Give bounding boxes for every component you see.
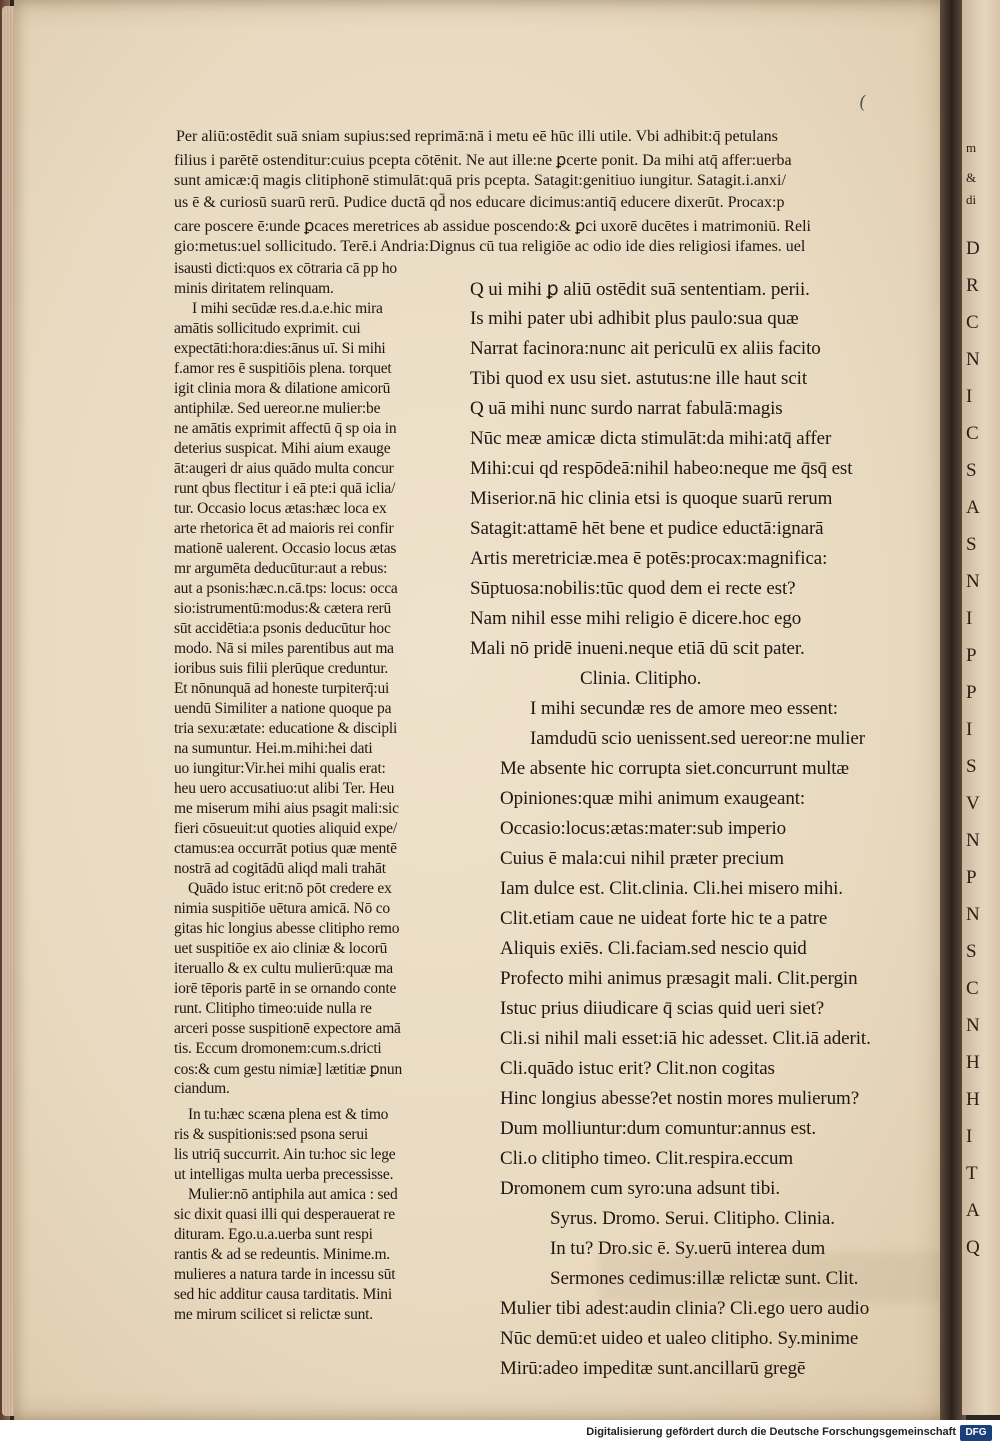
commentary-line: antiphilæ. Sed uereor.ne mulier:be (174, 400, 381, 417)
adjacent-page-fragment: N (966, 571, 980, 592)
commentary-line: minis diritatem relinquam. (174, 280, 334, 297)
verse-line: Is mihi pater ubi adhibit plus paulo:sua quæ (470, 308, 799, 329)
commentary-line: me miserum mihi aius psagit mali:sic (174, 800, 399, 817)
commentary-line: heu uero accusatiuo:ut alibi Ter. Heu (174, 780, 395, 797)
commentary-line: runt qbus flectitur i eā pte:i quā iclia/ (174, 480, 396, 497)
top-line: filius i parētē ostenditur:cuius pcepta cōtēnit. Ne aut ille:ne ꝑcerte ponit. Da mihi atq̄ affer:uerba (174, 152, 792, 169)
commentary-line: Mulier:nō antiphila aut amica : sed (188, 1186, 398, 1203)
verse-line: Sermones cedimus:illæ relictæ sunt. Clit. (550, 1268, 859, 1289)
funding-credit: Digitalisierung gefördert durch die Deutsche Forschungsgemeinschaft (586, 1426, 956, 1438)
commentary-line: In tu:hæc scæna plena est & timo (188, 1106, 389, 1123)
verse-line: Mihi:cui qd respōdeā:nihil habeo:neque me q̄sq̄ est (470, 458, 853, 479)
commentary-line: ne amātis exprimit affectū q̄ sp oia in (174, 420, 397, 437)
verse-line: Q ui mihi ꝑ aliū ostēdit suā sententiam. perii. (470, 279, 810, 300)
commentary-line: Quādo istuc erit:nō pōt credere ex (188, 880, 392, 897)
commentary-line: gitas hic longius abesse clitipho remo (174, 920, 400, 937)
verse-line: Opiniones:quæ mihi animum exaugeant: (500, 788, 806, 809)
commentary-line: I mihi secūdæ res.d.a.e.hic mira (192, 300, 383, 317)
adjacent-page-fragment: N (966, 1015, 980, 1036)
commentary-line: fieri cōsueuit:ut quoties aliquid expe/ (174, 820, 397, 837)
adjacent-page-fragment: S (966, 534, 977, 555)
commentary-line: lis utriq̄ succurrit. Ain tu:hoc sic lege (174, 1146, 396, 1163)
commentary-line: na sumuntur. Hei.m.mihi:hei dati (174, 740, 373, 757)
verse-line: Artis meretriciæ.mea ē potēs:procax:magnifica: (470, 548, 828, 569)
commentary-line: aut a psonis:hæc.n.cā.tps: locus: occa (174, 580, 398, 597)
commentary-line: mulieres a natura tarde in incessu sūt (174, 1266, 396, 1283)
top-line: us ē & curiosū suarū rerū. Pudice ductā qd̄ nos educare dicimus:antiq̄ educere dixerūt. Procax:p (174, 194, 785, 211)
commentary-line: amātis sollicitudo exprimit. cui (174, 320, 361, 337)
book-page (14, 0, 962, 1420)
top-line: gio:metus:uel sollicitudo. Terē.i Andria:Dignus cū tua religiōe ac odio ide dies religiosi ifames. uel (174, 238, 806, 255)
verse-line: Tibi quod ex usu siet. astutus:ne ille haut scit (470, 368, 808, 389)
adjacent-page-fragment: H (966, 1052, 980, 1073)
commentary-line: sio:istrumentū:modus:& cætera rerū (174, 600, 392, 617)
verse-line: Nam nihil esse mihi religio ē dicere.hoc ego (470, 608, 802, 629)
commentary-line: isausti dicti:quos ex cōtraria cā pp ho (174, 260, 397, 277)
commentary-line: dituram. Ego.u.a.uerba sunt respi (174, 1226, 373, 1243)
commentary-line: f.amor res ē suspitiōis plena. torquet (174, 360, 392, 377)
adjacent-page-fragment: T (966, 1163, 978, 1184)
commentary-line: uendū Similiter a natione quoque pa (174, 700, 392, 717)
verse-line: Dromonem cum syro:una adsunt tibi. (500, 1178, 780, 1199)
verse-line: Aliquis exiēs. Cli.faciam.sed nescio quid (500, 938, 807, 959)
adjacent-page-fragment: & (966, 170, 977, 185)
adjacent-page-fragment: P (966, 645, 977, 666)
verse-line: Profecto mihi animus præsagit mali. Clit.pergin (500, 968, 858, 989)
commentary-line: me mirum scilicet si relictæ sunt. (174, 1306, 373, 1323)
adjacent-page-fragment: I (966, 608, 973, 629)
commentary-line: āt:augeri dr aius quādo multa concur (174, 460, 394, 477)
commentary-line: tis. Eccum dromonem:cum.s.dricti (174, 1040, 382, 1057)
adjacent-page-fragment: C (966, 312, 979, 333)
verse-line: Iamdudū scio uenissent.sed uereor:ne mulier (530, 728, 865, 749)
adjacent-page-fragment: I (966, 719, 973, 740)
commentary-line: ctamus:ea occurrāt potius quæ mentē (174, 840, 397, 857)
commentary-line: tur. Occasio locus ætas:hæc loca ex (174, 500, 387, 517)
verse-line: Sūptuosa:nobilis:tūc quod dem ei recte est? (470, 578, 796, 599)
verse-line: Hinc longius abesse?et nostin mores mulierum? (500, 1088, 860, 1109)
verse-line: Cuius ē mala:cui nihil præter precium (500, 848, 784, 869)
scene-heading: Syrus. Dromo. Serui. Clitipho. Clinia. (550, 1208, 835, 1229)
commentary-line: mr argumēta deducūtur:aut a rebus: (174, 560, 388, 577)
commentary-line: modo. Nā si miles parentibus aut ma (174, 640, 394, 657)
commentary-line: mationē ualerent. Occasio locus ætas (174, 540, 397, 557)
verse-line: Occasio:locus:ætas:mater:sub imperio (500, 818, 787, 839)
commentary-line: igit clinia mora & dilatione amicorū (174, 380, 391, 397)
commentary-line: cos:& cum gestu nimiæ] lætitiæ ꝑnun (174, 1061, 403, 1078)
adjacent-page-edge (962, 0, 1000, 1415)
adjacent-page-fragment: N (966, 830, 980, 851)
verse-line: Mali nō pridē inueni.neque etiā dū scit pater. (470, 638, 805, 659)
commentary-line: arceri posse suspitionē expectore amā (174, 1020, 401, 1037)
commentary-line: nimia suspitiōe uētura amicā. Nō co (174, 900, 390, 917)
commentary-line: runt. Clitipho timeo:uide nulla re (174, 1000, 372, 1017)
verse-line: Narrat facinora:nunc ait periculū ex aliis facito (470, 338, 821, 359)
dfg-logo: DFG (960, 1425, 992, 1441)
adjacent-page-fragment: N (966, 349, 980, 370)
adjacent-page-fragment: Q (966, 1237, 980, 1258)
verse-line: Nūc demū:et uideo et ualeo clitipho. Sy.minime (500, 1328, 859, 1349)
verse-line: Cli.quādo istuc erit? Clit.non cogitas (500, 1058, 775, 1079)
commentary-line: iorē tēporis partē in se ornando conte (174, 980, 397, 997)
adjacent-page-fragment: I (966, 386, 973, 407)
adjacent-page-fragment: D (966, 238, 980, 259)
top-line: Per aliū:ostēdit suā sniam supius:sed reprimā:nā i metu eē hūc illi utile. Vbi adhibit:q̄ petulans (176, 128, 778, 145)
verse-line: Istuc prius diiudicare q̄ scias quid ueri siet? (500, 998, 825, 1019)
digitization-footer (0, 1420, 1000, 1447)
commentary-line: sūt accidētia:a psonis deducūtur hoc (174, 620, 391, 637)
commentary-line: sic dixit quasi illi qui desperauerat re (174, 1206, 395, 1223)
adjacent-page-fragment: S (966, 460, 977, 481)
verse-line: Q uā mihi nunc surdo narrat fabulā:magis (470, 398, 783, 419)
adjacent-page-fragment: H (966, 1089, 980, 1110)
commentary-line: arte rhetorica ēt ad maioris rei confir (174, 520, 394, 537)
verse-line: Cli.si nihil mali esset:iā hic adesset. Clit.iā aderit. (500, 1028, 871, 1049)
adjacent-page-fragment: V (966, 793, 980, 814)
adjacent-page-fragment: A (966, 497, 980, 518)
commentary-line: deterius suspicat. Mihi aium exauge (174, 440, 391, 457)
commentary-line: ris & suspitionis:sed psona serui (174, 1126, 369, 1143)
commentary-line: nostrā ad cogitādū aliqd mali trahāt (174, 860, 386, 877)
adjacent-page-fragment: S (966, 756, 977, 777)
commentary-line: uo iungitur:Vir.hei mihi qualis erat: (174, 760, 386, 777)
verse-line: In tu? Dro.sic ē. Sy.uerū interea dum (550, 1238, 826, 1259)
verse-line: Dum molliuntur:dum comuntur:annus est. (500, 1118, 817, 1139)
verse-line: Satagit:attamē hēt bene et pudice eductā:ignarā (470, 518, 824, 539)
verse-line: Iam dulce est. Clit.clinia. Cli.hei misero mihi. (500, 878, 843, 899)
adjacent-page-fragment: C (966, 423, 979, 444)
commentary-line: tria sexu:ætate: educatione & discipli (174, 720, 398, 737)
adjacent-page-fragment: di (966, 192, 977, 207)
adjacent-page-fragment: C (966, 978, 979, 999)
adjacent-page-fragment: A (966, 1200, 980, 1221)
adjacent-page-fragment: m (966, 140, 977, 155)
adjacent-page-fragment: P (966, 682, 977, 703)
commentary-line: iteruallo & ex cultu mulierū:quæ ma (174, 960, 393, 977)
adjacent-page-fragment: I (966, 1126, 973, 1147)
verse-line: Nūc meæ amicæ dicta stimulāt:da mihi:atq̄ affer (470, 428, 832, 449)
scene-heading: Clinia. Clitipho. (580, 668, 702, 689)
commentary-line: Et nōnunquā ad honeste turpiterq̄:ui (174, 680, 390, 697)
adjacent-page-fragment: R (966, 275, 979, 296)
verse-line: Clit.etiam caue ne uideat forte hic te a patre (500, 908, 828, 929)
adjacent-page-fragment: N (966, 904, 980, 925)
top-line: sunt amicæ:q̄ magis clitiphonē stimulāt:quā pris pcepta. Satagit:genitiuo iungitur. Satagit.i.anxi/ (174, 172, 786, 189)
commentary-line: expectāti:hora:dies:ānus uī. Si mihi (174, 340, 386, 357)
verse-line: Me absente hic corrupta siet.concurrunt multæ (500, 758, 850, 779)
commentary-line: rantis & ad se redeuntis. Minime.m. (174, 1246, 390, 1263)
verse-line: I mihi secundæ res de amore meo essent: (530, 698, 838, 719)
commentary-line: ut intelligas multa uerba precessisse. (174, 1166, 394, 1183)
verse-line: Mirū:adeo impeditæ sunt.ancillarū gregē (500, 1358, 806, 1379)
commentary-line: ioribus suis filii plerūque creduntur. (174, 660, 389, 677)
adjacent-page-fragment: P (966, 867, 977, 888)
commentary-line: sed hic additur causa tarditatis. Mini (174, 1286, 392, 1303)
verse-line: Mulier tibi adest:audin clinia? Cli.ego uero audio (500, 1298, 870, 1319)
verse-line: Cli.o clitipho timeo. Clit.respira.eccum (500, 1148, 794, 1169)
adjacent-page-fragment: S (966, 941, 977, 962)
page-corner-mark: ( (857, 91, 868, 114)
commentary-line: ciandum. (174, 1080, 230, 1097)
verse-line: Miserior.nā hic clinia etsi is quoque suarū rerum (470, 488, 833, 509)
commentary-line: uet suspitiōe ex aio cliniæ & locorū (174, 940, 388, 957)
top-line: care poscere ē:unde ꝑcaces meretrices ab assidue poscendo:& ꝑci uxorē ducētes i matrimoniū. Reli (174, 218, 811, 235)
